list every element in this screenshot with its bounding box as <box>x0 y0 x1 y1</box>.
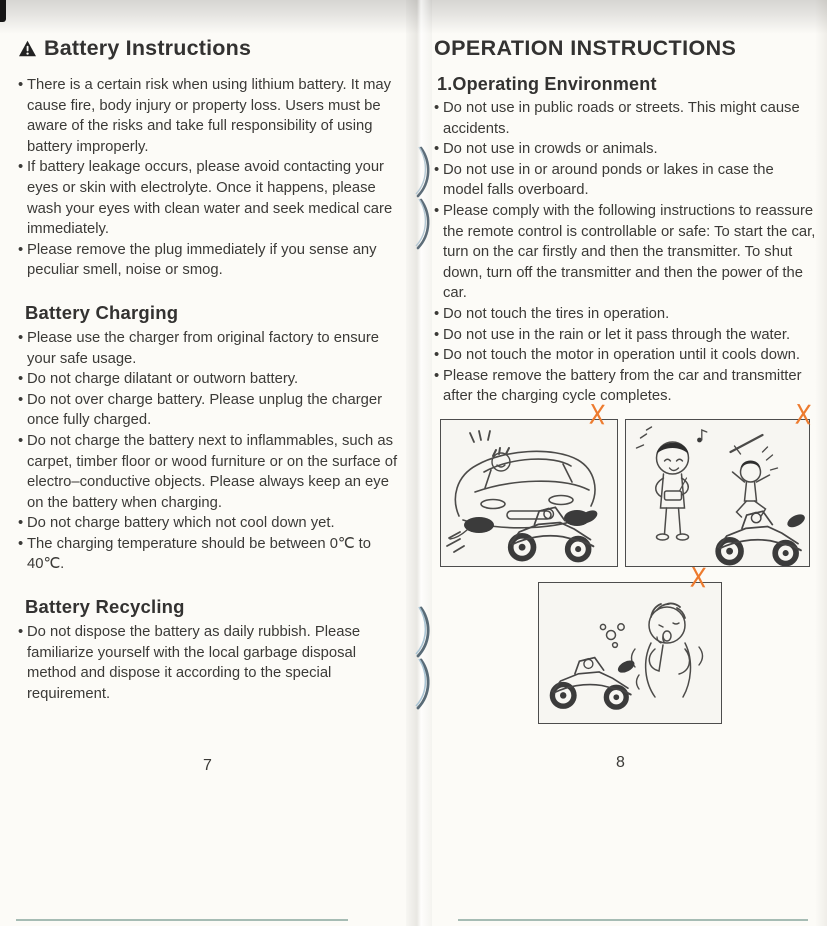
bullet-marker: • <box>434 305 440 322</box>
bullet-marker: • <box>18 159 24 176</box>
battery-instructions-title-text: Battery Instructions <box>44 36 252 60</box>
list-item <box>434 201 816 304</box>
instruction-text: Do not use in or around ponds or lakes in case the model falls overboard. <box>443 161 774 199</box>
bullet-marker: • <box>434 100 440 116</box>
figure-rc-car-near-real-car <box>440 398 618 567</box>
bullet-marker: • <box>434 202 440 219</box>
list-item <box>18 240 404 281</box>
bullet-marker: • <box>18 391 24 408</box>
staple-binding-mark <box>402 602 436 714</box>
scan-right-shadow <box>815 0 827 926</box>
list-item <box>434 160 816 201</box>
instruction-text: Do not use in public roads or streets. This might cause accidents. <box>443 100 800 137</box>
page-7 <box>18 36 404 704</box>
figure-kids-playing-near-rc-car <box>625 398 812 567</box>
battery-instructions-title <box>18 36 404 61</box>
list-item <box>434 139 816 160</box>
list-item <box>18 513 404 534</box>
instruction-text: Please use the charger from original factory to ensure your safe usage. <box>27 329 380 367</box>
bullet-marker: • <box>18 535 24 552</box>
figure-row <box>440 398 816 567</box>
page-number-7: 7 <box>203 757 212 774</box>
list-item <box>18 157 404 239</box>
instruction-text: Do not use in crowds or animals. <box>443 141 658 158</box>
battery-recycling-heading: Battery Recycling <box>25 596 185 618</box>
staple-binding-mark <box>402 142 436 254</box>
list-item <box>434 304 816 325</box>
instruction-text: If battery leakage occurs, please avoid contacting your eyes or skin with electrolyte. Once it happens, please wash your eyes with clean water and seek medical care immediately. <box>27 159 393 238</box>
bullet-marker: • <box>18 624 24 641</box>
instruction-text: Do not charge the battery next to inflammables, such as carpet, timber floor or wood furniture or on the surface of electro–conductive objects. Please always keep an eye on the battery when charging. <box>27 432 398 511</box>
list-item <box>18 369 404 390</box>
list-item <box>18 534 404 575</box>
battery-charging-heading: Battery Charging <box>25 301 179 323</box>
list-item <box>434 345 816 366</box>
bullet-marker: • <box>18 432 24 449</box>
operating-environment-list <box>434 98 816 407</box>
instruction-text: Do not touch the motor in operation until it cools down. <box>443 347 800 364</box>
operating-environment-heading: 1.Operating Environment <box>437 74 657 94</box>
bullet-marker: • <box>18 329 24 346</box>
bullet-marker: • <box>18 77 24 93</box>
instruction-text: Do not over charge battery. Please unplug the charger once fully charged. <box>27 391 383 429</box>
list-item <box>18 328 404 369</box>
page-fold <box>406 0 432 926</box>
figure-boy-burned-fingers <box>538 561 722 724</box>
instruction-text: Do not dispose the battery as daily rubbish. Please familiarize yourself with the local garbage disposal method and dispose it according to the special requirement. <box>27 624 361 702</box>
scan-bottom-strip <box>16 919 348 921</box>
list-item <box>18 622 404 704</box>
instruction-text: There is a certain risk when using lithium battery. It may cause fire, body injury or property loss. Users must be aware of the risks and take full responsibility of using battery improperly. <box>27 77 392 155</box>
warning-triangle-icon <box>18 40 37 57</box>
battery-recycling-list <box>18 622 404 704</box>
kids-playing-near-rc-car-illustration <box>626 420 809 566</box>
bullet-marker: • <box>18 241 24 258</box>
bullet-marker: • <box>434 367 440 384</box>
instruction-text: Please comply with the following instructions to reassure the remote control is controllable or safe: To start the car, turn on the car firstly and then the transmitter. To shut down, turn off the transmitter and then the power of the car. <box>443 202 816 302</box>
bullet-marker: • <box>434 161 440 178</box>
prohibition-x-mark: X <box>587 398 606 432</box>
list-item <box>18 390 404 431</box>
instruction-text: Do not charge dilatant or outworn battery. <box>27 371 299 388</box>
list-item <box>18 431 404 513</box>
instruction-text: Please remove the plug immediately if you sense any peculiar smell, noise or smog. <box>27 241 377 279</box>
instruction-text: The charging temperature should be between 0℃ to 40℃. <box>27 535 372 573</box>
scan-corner-mark <box>0 0 6 22</box>
instruction-text: Please remove the battery from the car and transmitter after the charging cycle completes. <box>443 367 802 405</box>
boy-burned-fingers-rc-car-illustration <box>539 583 721 723</box>
page-8 <box>434 36 816 724</box>
page-number-8: 8 <box>616 754 625 771</box>
operation-instructions-title: OPERATION INSTRUCTIONS <box>434 36 737 60</box>
list-item <box>434 325 816 346</box>
bullet-marker: • <box>434 141 440 158</box>
bullet-marker: • <box>434 326 440 343</box>
prohibition-x-mark: X <box>793 398 812 432</box>
instruction-text: Do not touch the tires in operation. <box>443 305 670 322</box>
list-item <box>434 366 816 407</box>
list-item <box>434 98 816 139</box>
instruction-text: Do not use in the rain or let it pass through the water. <box>443 326 791 343</box>
bullet-marker: • <box>18 371 24 388</box>
scan-bottom-strip <box>458 919 808 921</box>
instruction-text: Do not charge battery which not cool down yet. <box>27 515 335 532</box>
bullet-marker: • <box>434 347 440 364</box>
rc-car-near-real-car-illustration <box>441 420 617 566</box>
bullet-marker: • <box>18 515 24 532</box>
battery-intro-list <box>18 75 404 281</box>
list-item <box>18 75 404 157</box>
battery-charging-list <box>18 328 404 575</box>
prohibition-x-mark: X <box>688 561 707 595</box>
